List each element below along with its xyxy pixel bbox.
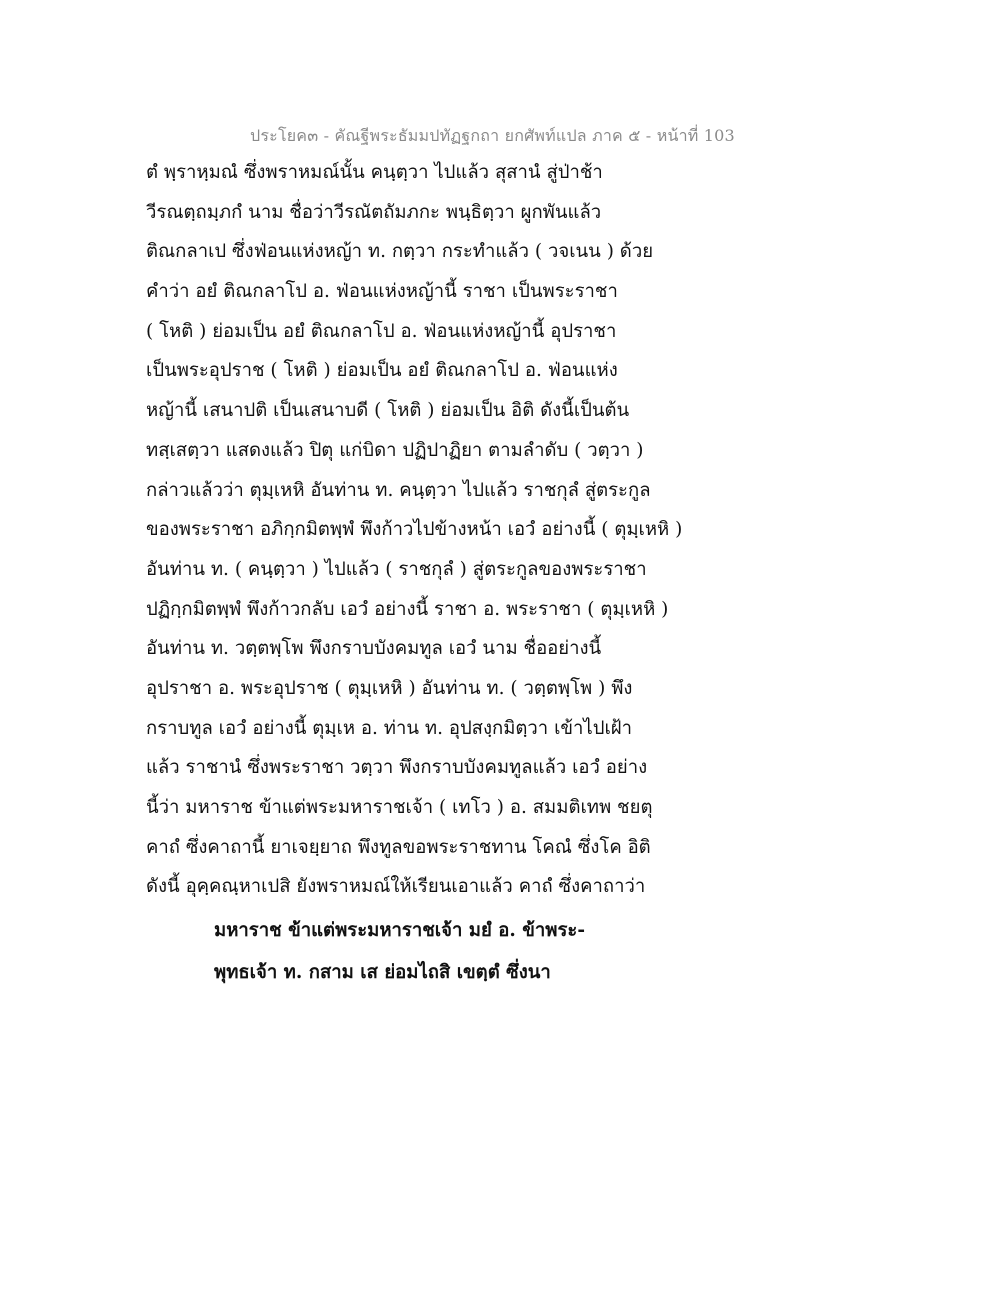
text-line: คาถํ ซึ่งคาถานี้ ยาเจยฺยาถ พึงทูลขอพระราชทาน โคณํ ซึ่งโค อิติ	[146, 836, 651, 858]
verse-line: พุทธเจ้า ท. กสาม เส ย่อมไถสิ เขตฺตํ ซึ่งนา	[214, 962, 551, 983]
verse-line: มหาราช ข้าแต่พระมหาราชเจ้า มยํ อ. ข้าพระ-	[214, 920, 586, 941]
text-line: ( โหติ ) ย่อมเป็น อยํ ติณกลาโป อ. ฟ่อนแห่งหญ้านี้ อุปราชา	[146, 320, 617, 342]
text-line: คำว่า อยํ ติณกลาโป อ. ฟ่อนแห่งหญ้านี้ ราชา เป็นพระราชา	[146, 281, 618, 303]
text-line: อันท่าน ท. วตฺตพฺโพ พึงกราบบังคมทูล เอวํ นาม ชื่ออย่างนี้	[146, 638, 602, 660]
running-header: ประโยค๓ - คัณฐีพระธัมมปทัฏฐกถา ยกศัพท์แปล ภาค ๕ - หน้าที่ 103	[250, 126, 735, 145]
text-line: อันท่าน ท. ( คนฺตฺวา ) ไปแล้ว ( ราชกุลํ ) สู่ตระกูลของพระราชา	[146, 558, 647, 580]
verse-block	[214, 916, 774, 1000]
text-line: กล่าวแล้วว่า ตุมฺเหหิ อันท่าน ท. คนฺตฺวา ไปแล้ว ราชกุลํ สู่ตระกูล	[146, 479, 651, 501]
text-line: กราบทูล เอวํ อย่างนี้ ตุมฺเห อ. ท่าน ท. อุปสงฺกมิตฺวา เข้าไปเฝ้า	[146, 717, 633, 739]
body-text	[146, 158, 766, 912]
text-line: ดังนี้ อุคฺคณฺหาเปสิ ยังพราหมณ์ให้เรียนเอาแล้ว คาถํ ซึ่งคาถาว่า	[146, 876, 646, 898]
text-line: ปฏิกฺกมิตพฺพํ พึงก้าวกลับ เอวํ อย่างนี้ ราชา อ. พระราชา ( ตุมฺเหหิ )	[146, 598, 669, 620]
text-line: ติณกลาเป ซึ่งฟ่อนแห่งหญ้า ท. กตฺวา กระทำแล้ว ( วจเนน ) ด้วย	[146, 241, 654, 263]
text-line: หญ้านี้ เสนาปติ เป็นเสนาบดี ( โหติ ) ย่อมเป็น อิติ ดังนี้เป็นต้น	[146, 400, 630, 422]
text-line: วีรณตฺถมฺภกํ นาม ชื่อว่าวีรณัตถัมภกะ พนฺธิตฺวา ผูกพันแล้ว	[146, 201, 602, 223]
text-line: เป็นพระอุปราช ( โหติ ) ย่อมเป็น อยํ ติณกลาโป อ. ฟ่อนแห่ง	[146, 360, 618, 382]
text-line: อุปราชา อ. พระอุปราช ( ตุมฺเหหิ ) อันท่าน ท. ( วตฺตพฺโพ ) พึง	[146, 677, 633, 699]
text-line: แล้ว ราชานํ ซึ่งพระราชา วตฺวา พึงกราบบังคมทูลแล้ว เอวํ อย่าง	[146, 757, 648, 779]
text-line: ตํ พฺราหฺมณํ ซึ่งพราหมณ์นั้น คนฺตฺวา ไปแล้ว สุสานํ สู่ป่าช้า	[146, 162, 603, 183]
text-line: นี้ว่า มหาราช ข้าแต่พระมหาราชเจ้า ( เทโว ) อ. สมมติเทพ ชยตุ	[146, 797, 653, 818]
text-line: ทสฺเสตฺวา แสดงแล้ว ปิตุ แก่บิดา ปฏิปาฏิยา ตามลำดับ ( วตฺวา )	[146, 439, 644, 461]
text-line: ของพระราชา อภิกฺกมิตพฺพํ พึงก้าวไปข้างหน้า เอวํ อย่างนี้ ( ตุมฺเหหิ )	[146, 519, 683, 541]
